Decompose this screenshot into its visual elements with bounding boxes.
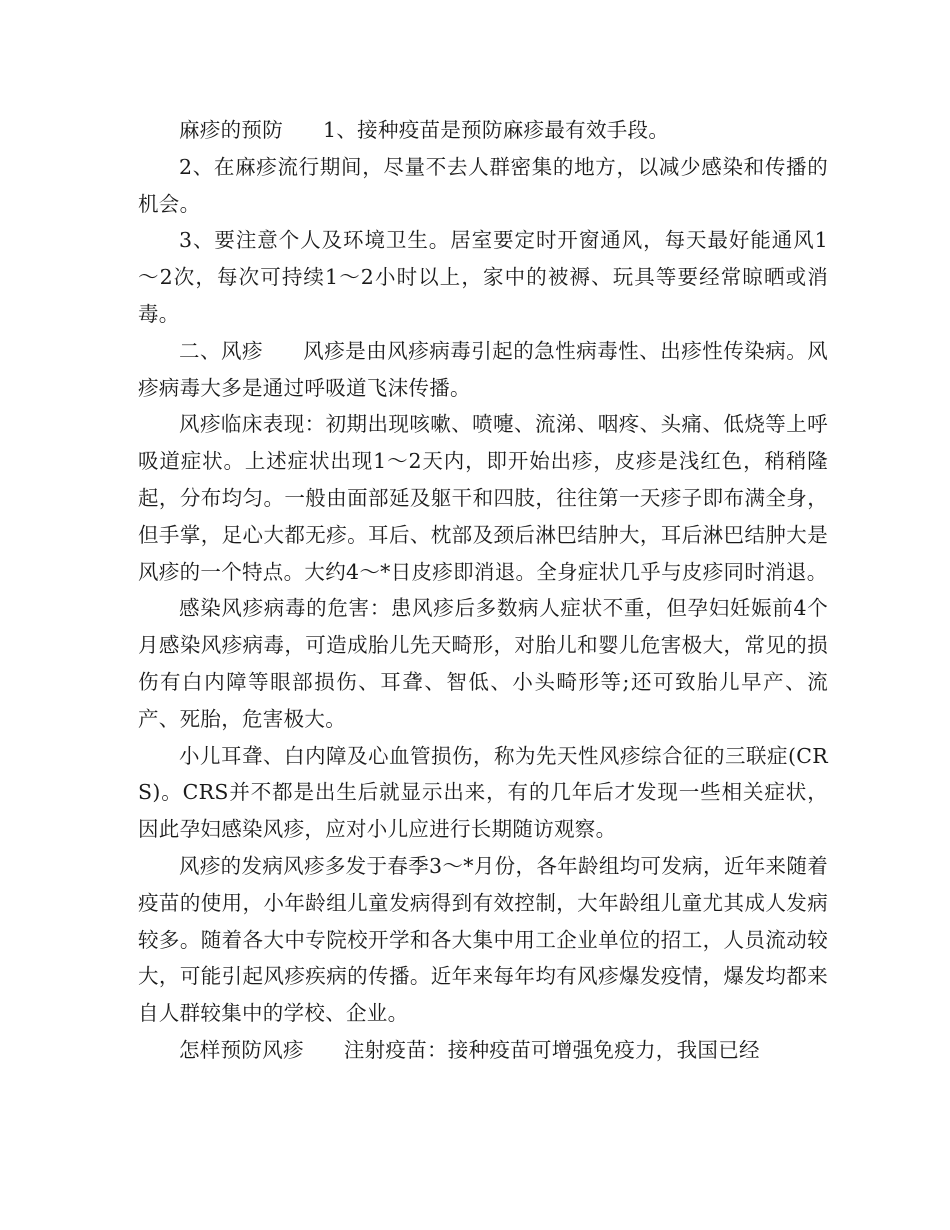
paragraph-rubella-prevention	[138, 1032, 828, 1069]
document-body	[138, 112, 828, 1069]
paragraph-measles-item-2	[138, 149, 828, 223]
paragraph-crs	[138, 738, 828, 848]
paragraph-rubella-hazards	[138, 590, 828, 737]
section-heading-rubella-prevention: 怎样预防风疹	[179, 1037, 304, 1062]
paragraph-rubella-epidemiology	[138, 848, 828, 1032]
paragraph-text: 风疹是由风疹病毒引起的急性病毒性、出疹性传染病。风疹病毒大多是通过呼吸道飞沫传播。	[138, 338, 828, 400]
paragraph-rubella-intro	[138, 333, 828, 407]
section-heading-rubella: 二、风疹	[179, 338, 263, 363]
paragraph-text: 感染风疹病毒的危害：患风疹后多数病人症状不重，但孕妇妊娠前4个月感染风疹病毒，可造成胎儿先天畸形，对胎儿和婴儿危害极大，常见的损伤有白内障等眼部损伤、耳聋、智低、小头畸形等;还可致胎儿早产、流产、死胎，危害极大。	[138, 596, 828, 731]
paragraph-text: 风疹的发病风疹多发于春季3～*月份，各年龄组均可发病，近年来随着疫苗的使用，小年龄组儿童发病得到有效控制，大年龄组儿童尤其成人发病较多。随着各大中专院校开学和各大集中用工企业单位的招工，人员流动较大，可能引起风疹疾病的传播。近年来每年均有风疹爆发疫情，爆发均都来自人群较集中的学校、企业。	[138, 853, 828, 1026]
paragraph-text: 2、在麻疹流行期间，尽量不去人群密集的地方，以减少感染和传播的机会。	[138, 154, 828, 216]
paragraph-text: 3、要注意个人及环境卫生。居室要定时开窗通风，每天最好能通风1～2次，每次可持续1～2小时以上，家中的被褥、玩具等要经常晾晒或消毒。	[138, 228, 828, 326]
paragraph-measles-prevention	[138, 112, 828, 149]
paragraph-text: 风疹临床表现：初期出现咳嗽、喷嚏、流涕、咽疼、头痛、低烧等上呼吸道症状。上述症状出现1～2天内，即开始出疹，皮疹是浅红色，稍稍隆起，分布均匀。一般由面部延及躯干和四肢，往往第一天疹子即布满全身，但手掌，足心大都无疹。耳后、枕部及颈后淋巴结肿大，耳后淋巴结肿大是风疹的一个特点。大约4～*日皮疹即消退。全身症状几乎与皮疹同时消退。	[138, 412, 828, 584]
section-heading-measles-prevention: 麻疹的预防	[179, 118, 283, 142]
paragraph-measles-item-3	[138, 222, 828, 332]
paragraph-rubella-symptoms	[138, 406, 828, 590]
paragraph-text: 小儿耳聋、白内障及心血管损伤，称为先天性风疹综合征的三联症(CRS)。CRS并不都是出生后就显示出来，有的几年后才发现一些相关症状，因此孕妇感染风疹，应对小儿应进行长期随访观察。	[138, 743, 828, 842]
paragraph-text: 注射疫苗：接种疫苗可增强免疫力，我国已经	[343, 1037, 760, 1062]
paragraph-text: 1、接种疫苗是预防麻疹最有效手段。	[323, 118, 670, 142]
